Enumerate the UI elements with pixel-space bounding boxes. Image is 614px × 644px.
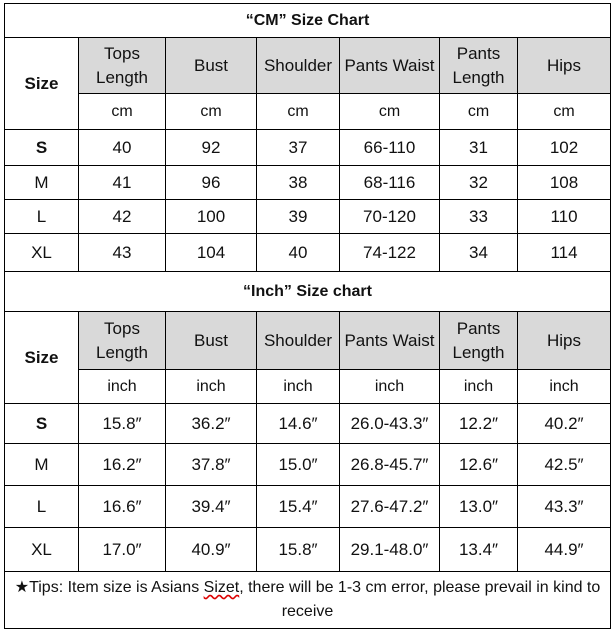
inch-unit: inch bbox=[166, 370, 257, 404]
table-cell: 74-122 bbox=[340, 234, 440, 272]
table-cell: 29.1-48.0″ bbox=[340, 528, 440, 572]
size-chart-table bbox=[4, 3, 611, 629]
cm-unit: cm bbox=[340, 94, 440, 130]
inch-table bbox=[5, 272, 611, 572]
table-cell: 15.4″ bbox=[257, 486, 340, 528]
inch-col-header: Shoulder bbox=[257, 312, 340, 370]
table-row bbox=[5, 234, 611, 272]
table-cell: 70-120 bbox=[340, 200, 440, 234]
cm-col-header: Bust bbox=[166, 38, 257, 94]
size-label: XL bbox=[5, 528, 79, 572]
table-cell: 104 bbox=[166, 234, 257, 272]
table-cell: 32 bbox=[440, 166, 518, 200]
star-icon: ★ bbox=[14, 579, 30, 596]
table-cell: 31 bbox=[440, 130, 518, 166]
size-label: XL bbox=[5, 234, 79, 272]
table-cell: 92 bbox=[166, 130, 257, 166]
cm-unit: cm bbox=[79, 94, 166, 130]
table-cell: 16.2″ bbox=[79, 444, 166, 486]
table-cell: 43 bbox=[79, 234, 166, 272]
table-cell: 108 bbox=[518, 166, 611, 200]
inch-size-header: Size bbox=[5, 312, 79, 404]
inch-col-header: Pants Waist bbox=[340, 312, 440, 370]
size-label: M bbox=[5, 166, 79, 200]
table-cell: 26.8-45.7″ bbox=[340, 444, 440, 486]
size-label: S bbox=[5, 130, 79, 166]
table-cell: 96 bbox=[166, 166, 257, 200]
cm-col-header: Pants Waist bbox=[340, 38, 440, 94]
table-row bbox=[5, 200, 611, 234]
table-cell: 13.0″ bbox=[440, 486, 518, 528]
inch-unit: inch bbox=[257, 370, 340, 404]
size-label: S bbox=[5, 404, 79, 444]
table-cell: 15.0″ bbox=[257, 444, 340, 486]
table-cell: 39 bbox=[257, 200, 340, 234]
cm-table-title: “CM” Size Chart bbox=[5, 4, 611, 38]
inch-col-header: Hips bbox=[518, 312, 611, 370]
table-cell: 37 bbox=[257, 130, 340, 166]
table-cell: 39.4″ bbox=[166, 486, 257, 528]
table-cell: 15.8″ bbox=[79, 404, 166, 444]
table-cell: 43.3″ bbox=[518, 486, 611, 528]
table-row bbox=[5, 486, 611, 528]
tips-text-underlined: Sizet bbox=[203, 579, 240, 596]
table-cell: 102 bbox=[518, 130, 611, 166]
tips-text-before: Tips: Item size is Asians bbox=[29, 579, 204, 596]
tips-text-after: , there will be 1-3 cm error, please prevail in kind to receive bbox=[239, 579, 601, 620]
inch-table-title: “Inch” Size chart bbox=[5, 272, 611, 312]
tips-cell bbox=[5, 572, 611, 629]
inch-col-header: Bust bbox=[166, 312, 257, 370]
cm-unit: cm bbox=[166, 94, 257, 130]
cm-col-header: Shoulder bbox=[257, 38, 340, 94]
table-cell: 110 bbox=[518, 200, 611, 234]
tips-section bbox=[5, 572, 611, 629]
inch-unit: inch bbox=[518, 370, 611, 404]
table-cell: 41 bbox=[79, 166, 166, 200]
table-cell: 66-110 bbox=[340, 130, 440, 166]
table-cell: 12.2″ bbox=[440, 404, 518, 444]
table-row bbox=[5, 130, 611, 166]
table-cell: 37.8″ bbox=[166, 444, 257, 486]
size-label: L bbox=[5, 486, 79, 528]
table-cell: 26.0-43.3″ bbox=[340, 404, 440, 444]
table-cell: 114 bbox=[518, 234, 611, 272]
table-cell: 36.2″ bbox=[166, 404, 257, 444]
cm-col-header: Hips bbox=[518, 38, 611, 94]
table-cell: 42 bbox=[79, 200, 166, 234]
cm-col-header: Tops Length bbox=[79, 38, 166, 94]
size-chart bbox=[4, 3, 610, 629]
table-row bbox=[5, 528, 611, 572]
size-label: M bbox=[5, 444, 79, 486]
table-cell: 40 bbox=[79, 130, 166, 166]
table-cell: 33 bbox=[440, 200, 518, 234]
size-label: L bbox=[5, 200, 79, 234]
table-cell: 40.2″ bbox=[518, 404, 611, 444]
table-cell: 68-116 bbox=[340, 166, 440, 200]
inch-col-header: Tops Length bbox=[79, 312, 166, 370]
cm-unit: cm bbox=[518, 94, 611, 130]
table-cell: 13.4″ bbox=[440, 528, 518, 572]
table-row bbox=[5, 404, 611, 444]
table-cell: 40.9″ bbox=[166, 528, 257, 572]
cm-unit: cm bbox=[440, 94, 518, 130]
inch-unit: inch bbox=[440, 370, 518, 404]
table-cell: 40 bbox=[257, 234, 340, 272]
table-cell: 42.5″ bbox=[518, 444, 611, 486]
table-cell: 14.6″ bbox=[257, 404, 340, 444]
cm-table bbox=[5, 4, 611, 272]
cm-size-header: Size bbox=[5, 38, 79, 130]
table-row bbox=[5, 444, 611, 486]
table-cell: 100 bbox=[166, 200, 257, 234]
table-cell: 34 bbox=[440, 234, 518, 272]
cm-unit: cm bbox=[257, 94, 340, 130]
inch-unit: inch bbox=[340, 370, 440, 404]
table-cell: 15.8″ bbox=[257, 528, 340, 572]
table-cell: 17.0″ bbox=[79, 528, 166, 572]
table-cell: 12.6″ bbox=[440, 444, 518, 486]
inch-col-header: Pants Length bbox=[440, 312, 518, 370]
table-cell: 44.9″ bbox=[518, 528, 611, 572]
table-cell: 27.6-47.2″ bbox=[340, 486, 440, 528]
inch-unit: inch bbox=[79, 370, 166, 404]
table-cell: 38 bbox=[257, 166, 340, 200]
table-row bbox=[5, 166, 611, 200]
table-cell: 16.6″ bbox=[79, 486, 166, 528]
cm-col-header: Pants Length bbox=[440, 38, 518, 94]
